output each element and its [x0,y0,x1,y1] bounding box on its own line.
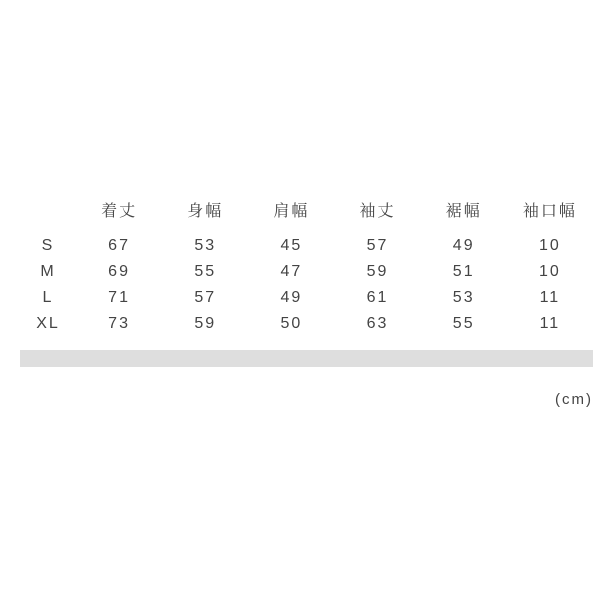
measurement-value: 59 [194,315,217,332]
measurement-value: 53 [452,289,475,306]
column-header-sleeve-length: 袖丈 [359,203,396,220]
measurement-value: 10 [538,237,561,254]
measurement-value: 69 [108,263,130,280]
size-label: XL [36,315,60,332]
measurement-value: 61 [366,289,389,306]
measurement-value: 49 [280,289,303,306]
divider-bar [20,350,593,367]
table-row-size-s [20,233,593,259]
size-chart [20,198,593,408]
measurement-value: 63 [366,315,389,332]
size-label: M [40,263,56,280]
header-row [20,198,593,233]
measurement-value: 49 [452,237,475,254]
measurement-value: 55 [452,315,475,332]
measurement-value: 51 [452,263,475,280]
measurement-value: 55 [194,263,217,280]
column-header-cuff-width: 袖口幅 [522,203,577,220]
column-header-hem-width: 裾幅 [445,203,482,220]
measurement-value: 57 [194,289,217,306]
table-row-size-xl [20,311,593,337]
column-header-body-length: 着丈 [101,203,138,220]
measurement-value: 73 [108,315,130,332]
corner-cell [20,198,76,233]
measurement-value: 11 [539,315,561,332]
measurement-value: 53 [194,237,217,254]
size-label: S [41,237,55,254]
measurement-value: 50 [280,315,303,332]
size-chart-table [20,198,593,337]
measurement-value: 45 [280,237,303,254]
unit-label: (cm) [555,391,593,408]
measurement-value: 10 [538,263,561,280]
measurement-value: 67 [108,237,130,254]
measurement-value: 71 [108,289,130,306]
table-row-size-l [20,285,593,311]
measurement-value: 47 [280,263,303,280]
column-header-body-width: 身幅 [187,203,224,220]
table-row-size-m [20,259,593,285]
measurement-value: 11 [539,289,561,306]
size-label: L [42,289,54,306]
column-header-shoulder-width: 肩幅 [273,203,310,220]
measurement-value: 57 [366,237,389,254]
measurement-value: 59 [366,263,389,280]
